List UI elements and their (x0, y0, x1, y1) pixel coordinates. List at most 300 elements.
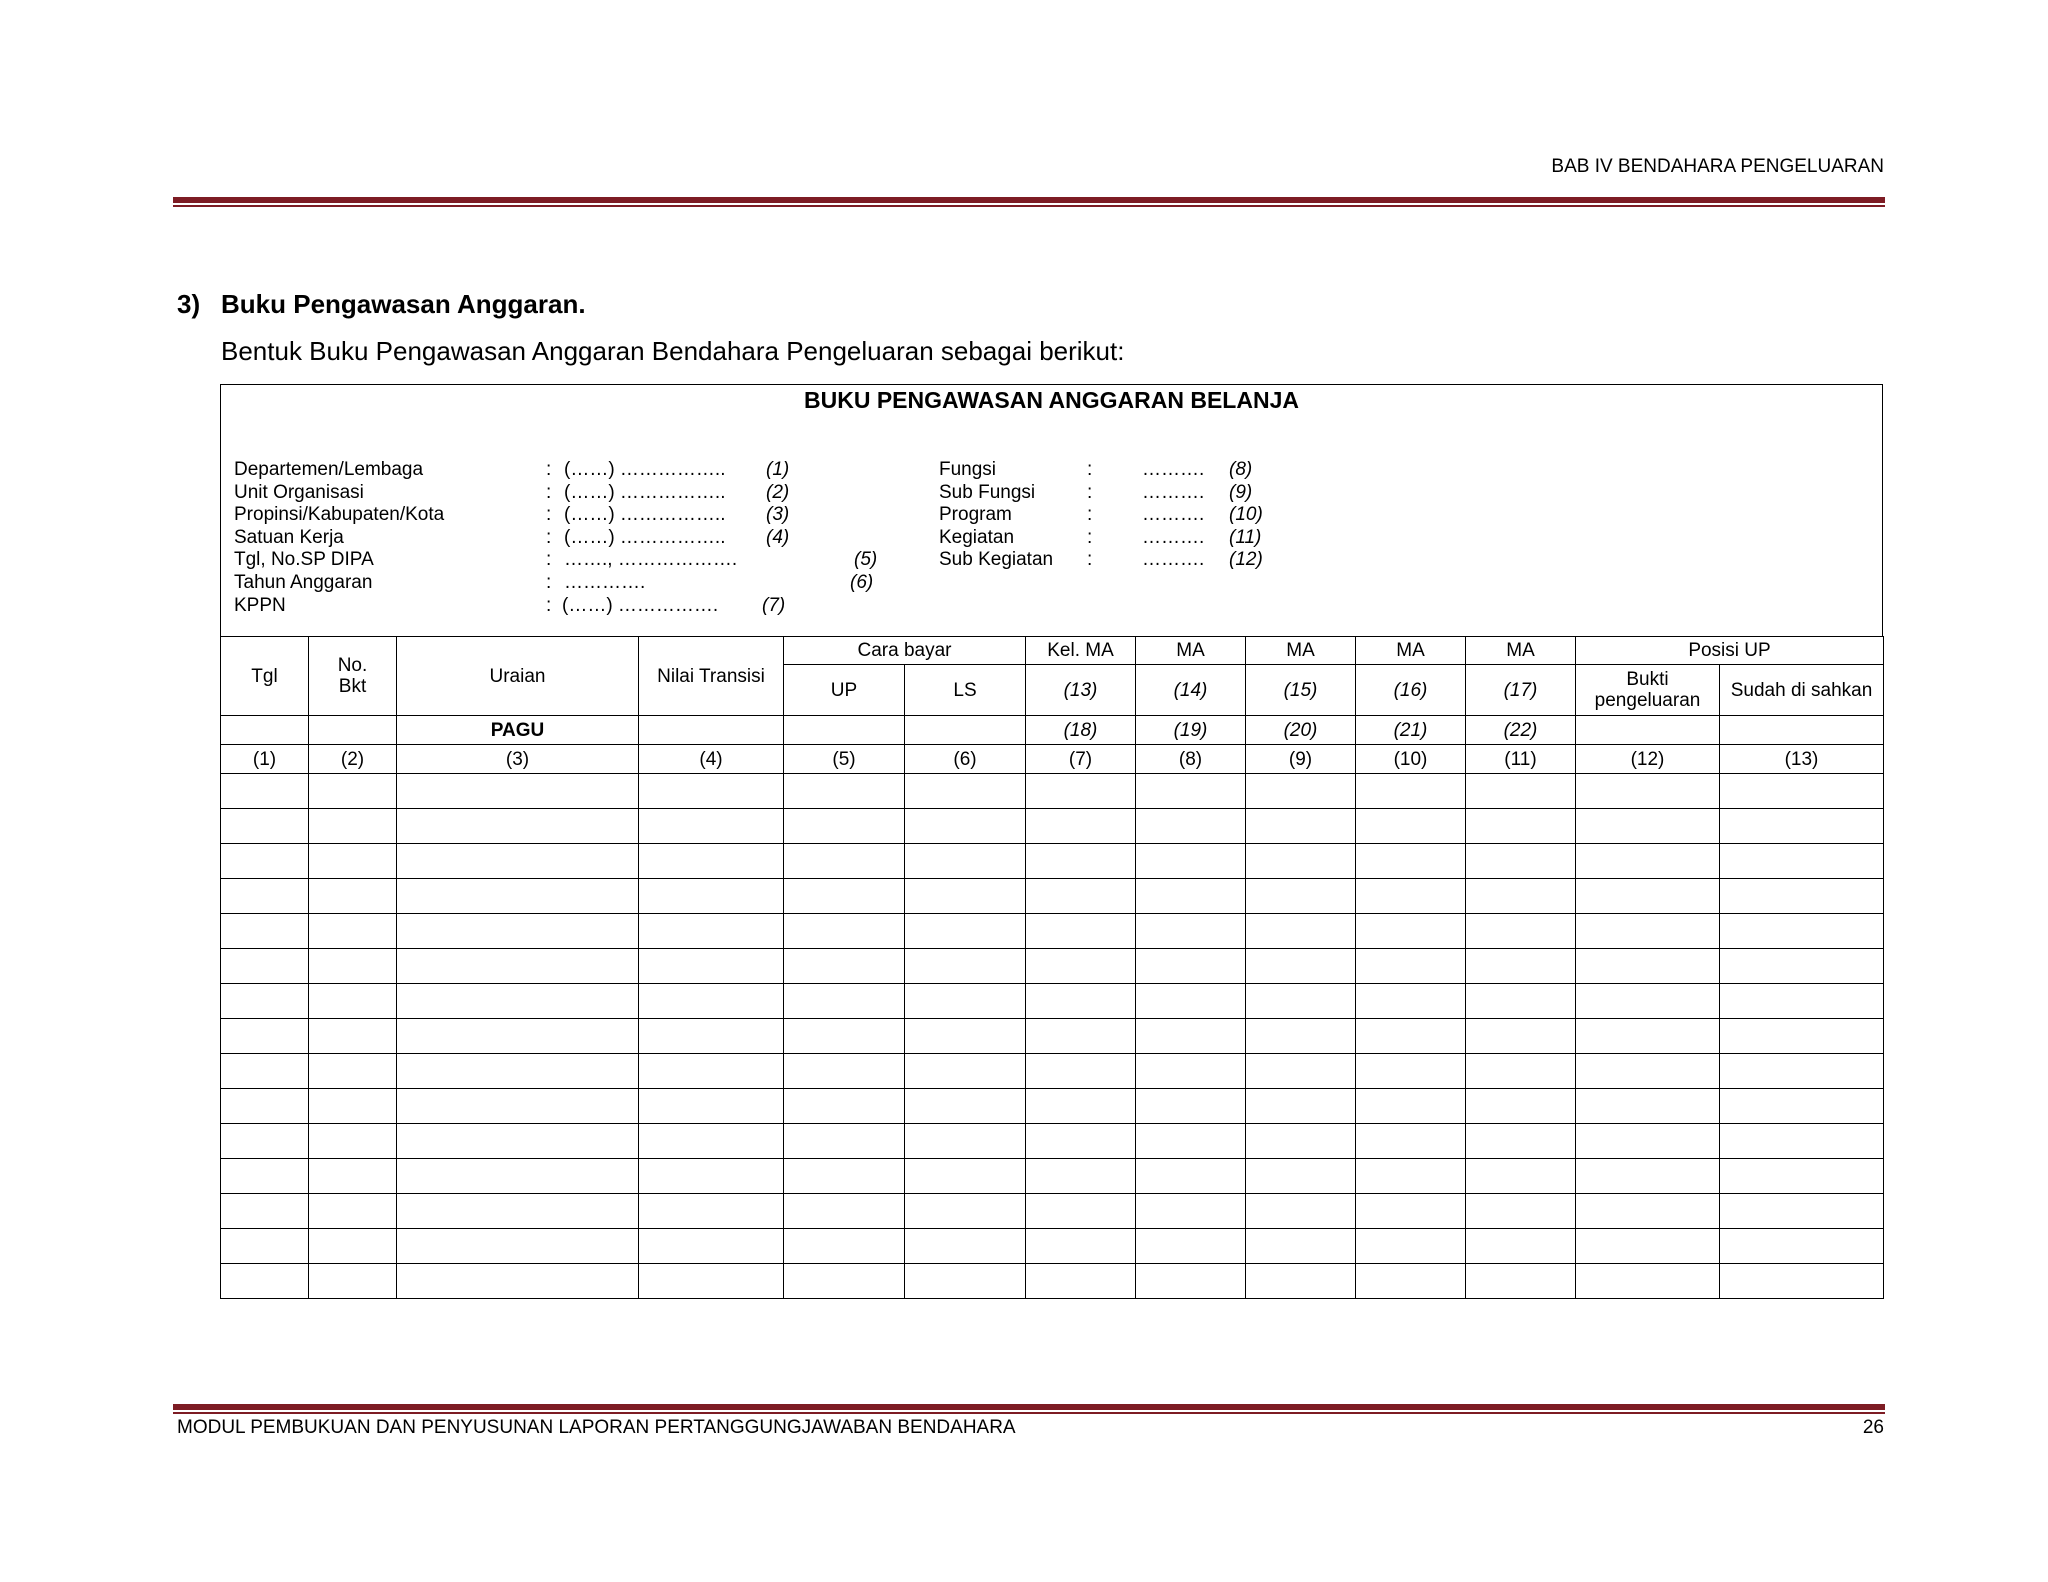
table-cell (1466, 809, 1576, 844)
table-cell (1246, 844, 1356, 879)
table-cell (639, 809, 784, 844)
table-cell (309, 1229, 397, 1264)
left-field-list (234, 459, 934, 617)
table-cell (1720, 914, 1884, 949)
field-colon: : (1087, 526, 1093, 548)
column-number: (5) (784, 745, 905, 774)
col-header-bukti-pengeluaran: Bukti pengeluaran (1576, 665, 1720, 716)
table-row (221, 1194, 1884, 1229)
header-row (221, 637, 1884, 665)
table-cell (1466, 1124, 1576, 1159)
table-cell (1026, 774, 1136, 809)
column-number: (2) (309, 745, 397, 774)
table-cell (1136, 879, 1246, 914)
table-cell (1356, 1054, 1466, 1089)
table-cell (905, 1229, 1026, 1264)
table-cell (1136, 1229, 1246, 1264)
table-cell (309, 1264, 397, 1299)
table-cell (1720, 879, 1884, 914)
table-cell (1466, 1019, 1576, 1054)
table-cell (221, 949, 309, 984)
ma-ref: (17) (1466, 665, 1576, 716)
table-row (221, 914, 1884, 949)
table-cell (1720, 844, 1884, 879)
table-cell (309, 1159, 397, 1194)
field-value: ………. (1142, 504, 1205, 526)
col-header-cara-bayar: Cara bayar (784, 637, 1026, 665)
right-field-list (939, 459, 1339, 572)
table-cell (905, 1019, 1026, 1054)
column-number: (4) (639, 745, 784, 774)
table-cell (639, 1159, 784, 1194)
table-cell (1246, 1159, 1356, 1194)
table-cell (639, 1054, 784, 1089)
table-cell (1466, 949, 1576, 984)
table-cell (309, 1089, 397, 1124)
header-rule (173, 197, 1885, 207)
field-value: ………. (1142, 481, 1205, 503)
budget-ledger-table (220, 636, 1884, 1299)
column-number: (3) (397, 745, 639, 774)
table-cell (1466, 1194, 1576, 1229)
table-cell (1720, 984, 1884, 1019)
table-cell (784, 774, 905, 809)
footer-rule (173, 1404, 1885, 1414)
table-cell (1720, 1054, 1884, 1089)
table-cell (639, 949, 784, 984)
field-row (939, 527, 1339, 550)
table-cell (1356, 1019, 1466, 1054)
table-cell (1576, 1124, 1720, 1159)
table-cell (309, 949, 397, 984)
table-cell (1136, 1124, 1246, 1159)
table-cell (397, 1159, 639, 1194)
field-value: (……) …………….. (564, 481, 726, 503)
table-cell (639, 914, 784, 949)
col-header-sudah-disahkan: Sudah di sahkan (1720, 665, 1884, 716)
table-cell (784, 984, 905, 1019)
table-cell (905, 984, 1026, 1019)
table-cell (221, 914, 309, 949)
table-cell (397, 1089, 639, 1124)
table-cell (1576, 1194, 1720, 1229)
table-cell (309, 1124, 397, 1159)
form-header-box (220, 384, 1883, 637)
table-cell (309, 984, 397, 1019)
field-label: Sub Kegiatan (939, 549, 1054, 571)
table-cell (639, 844, 784, 879)
table-cell (1576, 1264, 1720, 1299)
table-row (221, 1054, 1884, 1089)
table-cell (1136, 1194, 1246, 1229)
field-ref: (11) (1229, 526, 1262, 548)
table-cell (905, 949, 1026, 984)
table-cell (397, 1124, 639, 1159)
field-label: Departemen/Lembaga (234, 459, 424, 480)
table-cell (784, 844, 905, 879)
column-number: (11) (1466, 745, 1576, 774)
field-value: (……) …………….. (564, 504, 726, 526)
table-cell (309, 774, 397, 809)
column-number: (12) (1576, 745, 1720, 774)
table-cell (784, 1124, 905, 1159)
field-label: Fungsi (939, 459, 997, 480)
table-cell (639, 1124, 784, 1159)
table-cell (1026, 1264, 1136, 1299)
table-cell (1576, 809, 1720, 844)
table-cell (1356, 949, 1466, 984)
table-cell (639, 1019, 784, 1054)
table-row (221, 949, 1884, 984)
table-cell (905, 1124, 1026, 1159)
field-label: Tahun Anggaran (234, 571, 373, 593)
table-cell (1576, 879, 1720, 914)
column-number-row (221, 745, 1884, 774)
field-row (939, 504, 1339, 527)
col-header-ma: MA (1356, 637, 1466, 665)
table-cell (221, 984, 309, 1019)
table-cell (1026, 809, 1136, 844)
table-cell (1136, 844, 1246, 879)
table-cell (1136, 1089, 1246, 1124)
table-cell (1026, 879, 1136, 914)
field-ref: (3) (766, 504, 790, 526)
field-colon: : (1087, 504, 1093, 526)
table-cell (639, 1194, 784, 1229)
pagu-ref: (20) (1246, 716, 1356, 745)
pagu-label: PAGU (397, 716, 639, 745)
table-cell (784, 1054, 905, 1089)
table-cell (1356, 1089, 1466, 1124)
table-cell (1246, 774, 1356, 809)
table-cell (639, 1229, 784, 1264)
table-cell (1246, 1019, 1356, 1054)
field-row (234, 482, 934, 505)
table-cell (1356, 844, 1466, 879)
table-cell (1246, 809, 1356, 844)
field-value: ……., ………………. (564, 549, 738, 571)
field-ref: (7) (762, 594, 786, 616)
table-cell (905, 1159, 1026, 1194)
ma-ref: (13) (1026, 665, 1136, 716)
table-cell (221, 774, 309, 809)
table-cell (1720, 774, 1884, 809)
ma-ref: (16) (1356, 665, 1466, 716)
table-cell (1356, 809, 1466, 844)
table-cell (639, 1264, 784, 1299)
table-cell (1246, 1194, 1356, 1229)
table-cell (221, 1194, 309, 1229)
table-cell (905, 914, 1026, 949)
table-cell (1026, 1229, 1136, 1264)
table-cell (1246, 1124, 1356, 1159)
table-cell (397, 1264, 639, 1299)
table-cell (1136, 1019, 1246, 1054)
pagu-ref: (19) (1136, 716, 1246, 745)
table-cell (1246, 879, 1356, 914)
field-ref: (6) (850, 571, 874, 593)
table-cell (397, 1194, 639, 1229)
table-cell (397, 1054, 639, 1089)
field-label: Kegiatan (939, 526, 1015, 548)
table-cell (1576, 984, 1720, 1019)
table-cell (639, 879, 784, 914)
field-label: KPPN (234, 594, 286, 616)
field-ref: (1) (766, 459, 790, 480)
field-value: ………. (1142, 526, 1205, 548)
table-cell (1246, 1264, 1356, 1299)
col-header-ma: MA (1246, 637, 1356, 665)
field-label: Tgl, No.SP DIPA (234, 549, 374, 571)
table-cell (1576, 844, 1720, 879)
table-cell (1466, 1229, 1576, 1264)
table-cell (1356, 774, 1466, 809)
table-cell (397, 1229, 639, 1264)
table-cell (905, 844, 1026, 879)
field-ref: (5) (854, 549, 878, 571)
table-cell (905, 809, 1026, 844)
column-number: (9) (1246, 745, 1356, 774)
field-row (939, 459, 1339, 482)
table-cell (1720, 1019, 1884, 1054)
field-value: (……) ……………. (562, 594, 719, 616)
table-row (221, 809, 1884, 844)
column-number: (6) (905, 745, 1026, 774)
col-header-up: UP (784, 665, 905, 716)
table-cell (784, 1089, 905, 1124)
table-cell (1356, 879, 1466, 914)
table-row (221, 1124, 1884, 1159)
table-cell (1576, 1054, 1720, 1089)
table-cell (784, 1019, 905, 1054)
page-number: 26 (1862, 1417, 1884, 1438)
field-value: …………. (564, 571, 646, 593)
table-cell (221, 844, 309, 879)
table-cell (221, 1089, 309, 1124)
table-cell (221, 1159, 309, 1194)
table-cell (221, 879, 309, 914)
col-header-posisi-up: Posisi UP (1576, 637, 1884, 665)
table-cell (1720, 809, 1884, 844)
field-colon: : (546, 481, 552, 503)
table-cell (1356, 1194, 1466, 1229)
field-label: Satuan Kerja (234, 526, 344, 548)
table-cell (1136, 984, 1246, 1019)
table-cell (1466, 1089, 1576, 1124)
col-header-ma: MA (1136, 637, 1246, 665)
table-cell (1356, 914, 1466, 949)
col-header-kel-ma: Kel. MA (1026, 637, 1136, 665)
field-row (939, 482, 1339, 505)
table-cell (1246, 1229, 1356, 1264)
table-row (221, 879, 1884, 914)
table-cell (1026, 1089, 1136, 1124)
field-row (234, 549, 934, 572)
field-ref: (2) (766, 481, 790, 503)
table-cell (639, 774, 784, 809)
table-cell (1136, 774, 1246, 809)
table-row (221, 984, 1884, 1019)
table-cell (905, 774, 1026, 809)
pagu-ref: (22) (1466, 716, 1576, 745)
table-row (221, 774, 1884, 809)
table-cell (1246, 1089, 1356, 1124)
pagu-ref: (18) (1026, 716, 1136, 745)
table-cell (1466, 774, 1576, 809)
table-cell (1026, 1159, 1136, 1194)
column-number: (13) (1720, 745, 1884, 774)
table-cell (397, 809, 639, 844)
table-cell (309, 1054, 397, 1089)
table-cell (1576, 1229, 1720, 1264)
field-colon: : (1087, 549, 1093, 571)
field-row (234, 504, 934, 527)
table-cell (784, 914, 905, 949)
table-cell (1026, 914, 1136, 949)
field-colon: : (1087, 459, 1093, 480)
table-cell (1720, 949, 1884, 984)
table-cell (221, 1264, 309, 1299)
table-cell (1026, 1194, 1136, 1229)
ma-ref: (15) (1246, 665, 1356, 716)
table-cell (221, 1054, 309, 1089)
field-row (234, 527, 934, 550)
table-cell (1720, 1264, 1884, 1299)
table-cell (639, 1089, 784, 1124)
table-cell (397, 844, 639, 879)
field-row (234, 595, 934, 618)
table-cell (905, 1054, 1026, 1089)
table-cell (1356, 1264, 1466, 1299)
table-cell (1136, 914, 1246, 949)
col-header-nilai-transisi: Nilai Transisi (639, 637, 784, 716)
field-ref: (10) (1229, 504, 1263, 526)
field-colon: : (1087, 481, 1093, 503)
field-value: (……) …………….. (564, 526, 726, 548)
table-cell (221, 1124, 309, 1159)
table-cell (1720, 1159, 1884, 1194)
field-colon: : (546, 594, 552, 616)
table-cell (905, 1194, 1026, 1229)
section-title: Buku Pengawasan Anggaran. (221, 289, 586, 319)
table-cell (1356, 1159, 1466, 1194)
table-cell (1720, 1089, 1884, 1124)
table-cell (221, 1019, 309, 1054)
table-cell (1136, 1159, 1246, 1194)
field-colon: : (546, 549, 552, 571)
table-cell (1720, 1194, 1884, 1229)
table-cell (309, 879, 397, 914)
table-cell (1466, 844, 1576, 879)
table-cell (784, 1194, 905, 1229)
table-cell (309, 1019, 397, 1054)
table-cell (397, 949, 639, 984)
table-cell (784, 809, 905, 844)
table-row (221, 1019, 1884, 1054)
table-cell (1026, 1054, 1136, 1089)
table-cell (1576, 1089, 1720, 1124)
table-cell (784, 949, 905, 984)
table-cell (1136, 949, 1246, 984)
table-cell (397, 774, 639, 809)
table-cell (1136, 1264, 1246, 1299)
table-cell (309, 809, 397, 844)
field-colon: : (546, 526, 552, 548)
table-cell (397, 879, 639, 914)
table-cell (1576, 949, 1720, 984)
table-cell (1576, 1159, 1720, 1194)
table-row (221, 1264, 1884, 1299)
table-cell (1466, 914, 1576, 949)
col-header-tgl: Tgl (221, 637, 309, 716)
pagu-row (221, 716, 1884, 745)
table-cell (1466, 1054, 1576, 1089)
field-value: ………. (1142, 549, 1205, 571)
table-cell (1026, 984, 1136, 1019)
col-header-no-bkt: No. Bkt (309, 637, 397, 716)
table-cell (1136, 809, 1246, 844)
module-footer: MODUL PEMBUKUAN DAN PENYUSUNAN LAPORAN PERTANGGUNGJAWABAN BENDAHARA (177, 1417, 1016, 1438)
field-ref: (8) (1229, 459, 1253, 480)
table-cell (1576, 1019, 1720, 1054)
col-header-ma: MA (1466, 637, 1576, 665)
table-cell (1720, 1124, 1884, 1159)
table-cell (1026, 1124, 1136, 1159)
table-cell (1246, 949, 1356, 984)
field-colon: : (546, 459, 552, 480)
table-cell (1026, 844, 1136, 879)
table-row (221, 1089, 1884, 1124)
table-cell (309, 844, 397, 879)
table-cell (1466, 984, 1576, 1019)
table-cell (1246, 984, 1356, 1019)
field-row (234, 572, 934, 595)
table-cell (309, 1194, 397, 1229)
chapter-header: BAB IV BENDAHARA PENGELUARAN (1551, 156, 1884, 177)
field-colon: : (546, 504, 552, 526)
field-label: Program (939, 504, 1012, 526)
col-header-uraian: Uraian (397, 637, 639, 716)
table-cell (639, 984, 784, 1019)
table-cell (221, 809, 309, 844)
table-row (221, 844, 1884, 879)
field-row (939, 549, 1339, 572)
table-cell (1576, 774, 1720, 809)
field-ref: (4) (766, 526, 790, 548)
table-cell (784, 879, 905, 914)
field-colon: : (546, 571, 552, 593)
table-cell (1576, 914, 1720, 949)
table-cell (1720, 1229, 1884, 1264)
section-intro: Bentuk Buku Pengawasan Anggaran Bendahara Pengeluaran sebagai berikut: (221, 336, 1125, 366)
table-cell (905, 879, 1026, 914)
table-cell (1466, 1264, 1576, 1299)
section-number: 3) (177, 289, 201, 319)
table-row (221, 1159, 1884, 1194)
table-cell (309, 914, 397, 949)
form-title: BUKU PENGAWASAN ANGGARAN BELANJA (804, 387, 1299, 413)
table-cell (1356, 1229, 1466, 1264)
field-label: Sub Fungsi (939, 481, 1036, 503)
table-cell (784, 1264, 905, 1299)
field-value: (……) …………….. (564, 459, 726, 480)
field-label: Unit Organisasi (234, 481, 364, 503)
column-number: (7) (1026, 745, 1136, 774)
table-cell (1356, 984, 1466, 1019)
field-label: Propinsi/Kabupaten/Kota (234, 504, 445, 526)
field-ref: (9) (1229, 481, 1253, 503)
table-cell (397, 1019, 639, 1054)
